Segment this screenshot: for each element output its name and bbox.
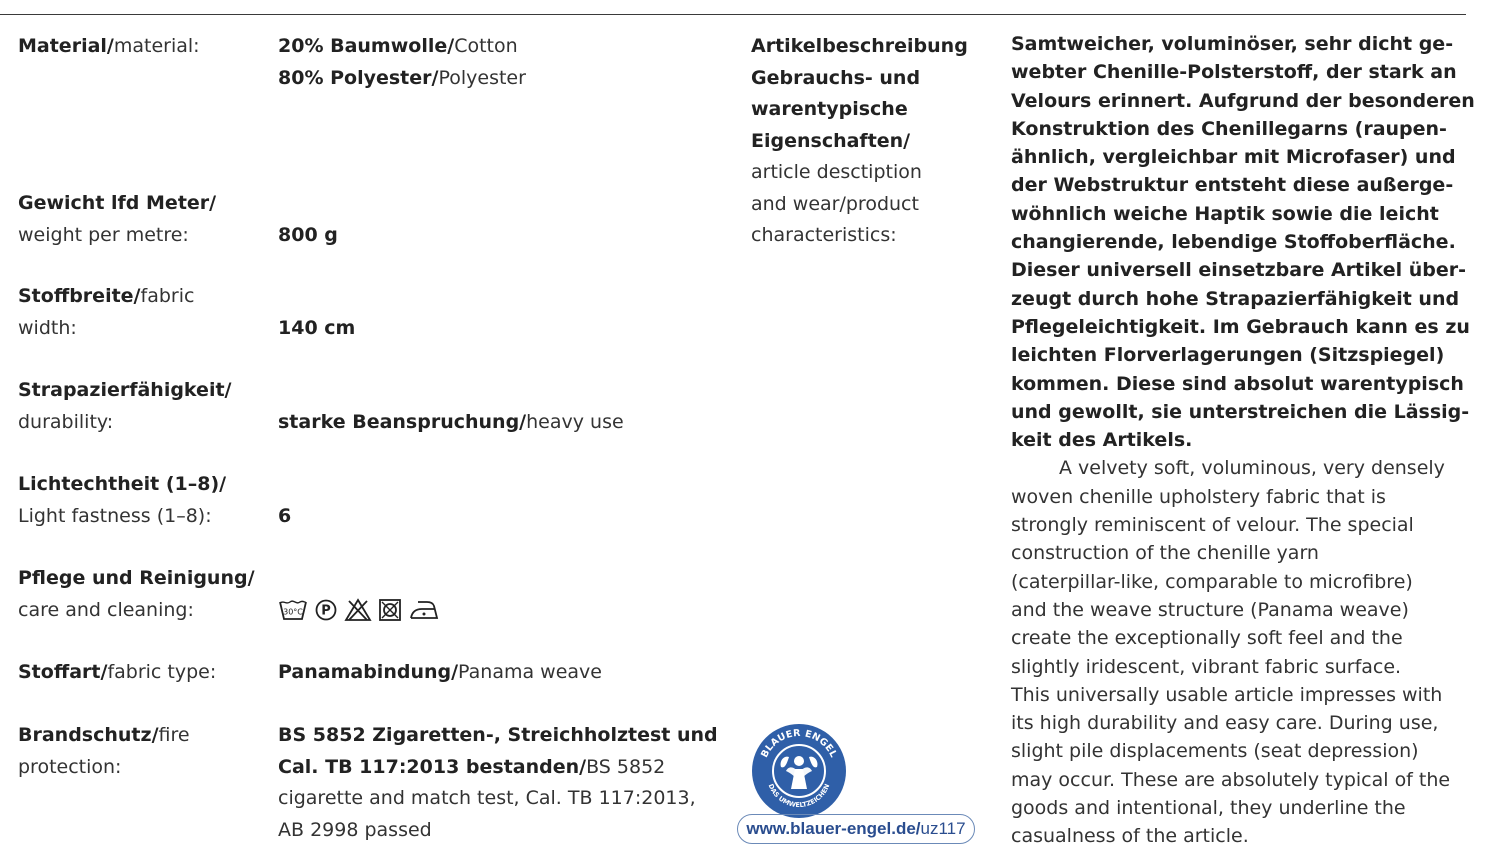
fire-label-de: Brandschutz/ [18,724,159,746]
care-label-en: care and cleaning: [18,598,194,621]
material-label-de: Material/ [18,35,114,57]
desc-de-line: webter Chenille-Polsterstoff, der stark an [1011,61,1457,84]
desc-de-line: ähnlich, vergleichbar mit Microfaser) und [1011,146,1456,169]
weight-value [278,220,738,252]
lightfastness-label [18,469,268,532]
cropped-header-text [300,0,450,2]
material-label [18,31,268,63]
professional-dry-clean-p-icon [314,598,338,622]
article-label-de-4: Eigenschaften/ [751,129,911,152]
seal-top-text: BLAUER ENGEL [759,727,839,760]
weight-label-en: weight per metre: [18,223,189,246]
dryclean-letter: P [321,603,331,618]
durability-value [278,407,738,439]
fire-protection-value [278,720,738,846]
desc-de-line: Samtweicher, voluminöser, sehr dicht ge- [1011,33,1454,55]
width-value [278,313,738,345]
article-label-en-1: article desctiption [751,161,922,183]
weight-label [18,188,268,251]
lightfastness-value [278,501,738,533]
article-label-de-2: Gebrauchs- und [751,66,921,89]
do-not-tumble-dry-icon [378,598,402,622]
desc-de-line: keit des Artikels. [1011,429,1193,452]
desc-de-line: Dieser universell einsetzbare Artikel über- [1011,259,1467,282]
desc-de-line: zeugt durch hohe Strapazierfähigkeit und [1011,287,1460,310]
desc-de-line: wöhnlich weiche Haptik sowie die leicht [1011,202,1439,225]
article-label-de-1: Artikelbeschreibung [751,35,968,57]
fire-protection-label [18,720,268,783]
wash-30c-icon [278,597,308,623]
durability-label-de: Strapazierfähigkeit/ [18,379,232,401]
desc-en-line: This universally usable article impresses with [1011,683,1443,706]
durability-value-de: starke Beanspruchung/ [278,410,527,433]
desc-de-line: changierende, lebendige Stoffoberfläche. [1011,231,1456,254]
desc-en-line: strongly reminiscent of velour. The special [1011,514,1414,537]
iron-low-heat-icon [408,598,440,622]
fabric-type-label-de: Stoffart/ [18,661,108,683]
width-value-text: 140 cm [278,316,356,339]
lightfastness-value-text: 6 [278,504,292,527]
fabric-type-value-de: Panamabindung/ [278,661,459,683]
material-line-2-en: Polyester [438,66,526,89]
material-line-1-de: 20% Baumwolle/ [278,35,455,57]
fire-line-1: BS 5852 Zigaretten-, Streichholztest und [278,724,718,746]
desc-en-line: casualness of the article. [1011,825,1249,848]
desc-de-line: Pflegeleichtigkeit. Im Gebrauch kann es zu [1011,315,1470,338]
width-label-de: Stoffbreite/ [18,285,141,307]
top-rule [0,14,1466,15]
desc-en-line: may occur. These are absolutely typical of the [1011,768,1451,791]
fire-label-en-inline: fire [158,724,190,746]
fabric-type-label-en: fabric type: [107,661,217,683]
desc-en-line: slight pile displacements (seat depression) [1011,740,1419,763]
desc-en-line: woven chenille upholstery fabric that is [1011,485,1386,508]
care-label-de: Pflege und Reinigung/ [18,567,255,589]
lightfastness-label-de: Lichtechtheit (1–8)/ [18,473,227,495]
weight-value-text: 800 g [278,223,338,246]
article-description-text [1011,30,1473,851]
material-line-2-de: 80% Polyester/ [278,66,439,89]
desc-de-line: und gewollt, sie unterstreichen die Lässig- [1011,400,1470,423]
desc-en-line: (caterpillar-like, comparable to microfibre) [1011,570,1413,593]
desc-en-line: A velvety soft, voluminous, very densely [1059,457,1445,480]
desc-en-line: create the exceptionally soft feel and the [1011,627,1403,650]
desc-de-line: Velours erinnert. Aufgrund der besonderen [1011,89,1475,112]
width-label-en-inline: fabric [140,285,195,307]
desc-en-line: and the weave structure (Panama weave) [1011,598,1409,621]
article-label-en-3: characteristics: [751,224,897,246]
fire-line-2-en: BS 5852 [586,755,666,778]
care-label [18,563,268,626]
fire-label-en: protection: [18,755,122,778]
desc-de-line: Konstruktion des Chenillegarns (raupen- [1011,117,1447,140]
article-label-en-2: and wear/product [751,192,919,215]
width-label-en: width: [18,316,77,339]
durability-label [18,375,268,438]
material-value [278,31,738,94]
desc-en-line: its high durability and easy care. During use, [1011,712,1439,735]
description-de [1011,30,1473,454]
seal-bottom-text: DAS UMWELTZEICHEN [766,782,832,810]
durability-label-en: durability: [18,410,114,433]
desc-en-line: slightly iridescent, vibrant fabric surface. [1011,655,1402,678]
durability-value-en: heavy use [526,410,624,433]
wash-temp-text: 30°C [283,607,303,616]
fabric-type-value [278,657,738,689]
fire-line-4: AB 2998 passed [278,818,432,841]
description-en [1011,454,1473,850]
desc-en-line: construction of the chenille yarn [1011,542,1319,565]
do-not-bleach-icon [344,598,372,622]
desc-de-line: der Webstruktur entsteht diese außerge- [1011,174,1454,197]
fire-line-3: cigarette and match test, Cal. TB 117:2013, [278,787,696,809]
care-symbols [278,594,738,625]
fabric-type-label [18,657,268,689]
material-line-1-en: Cotton [454,35,518,57]
fabric-type-value-en: Panama weave [458,661,602,683]
article-label-de-3: warentypische [751,98,908,120]
blauer-engel-url [737,814,975,844]
blauer-engel-seal-icon [751,723,847,819]
url-code: uz117 [920,819,966,838]
url-main: www.blauer-engel.de/ [746,819,921,838]
article-description-label [751,31,1001,252]
lightfastness-label-en: Light fastness (1–8): [18,504,212,527]
desc-en-line: goods and intentional, they underline the [1011,797,1406,820]
material-label-en: material: [113,35,200,57]
width-label [18,281,268,344]
weight-label-de: Gewicht lfd Meter/ [18,192,217,214]
desc-de-line: kommen. Diese sind absolut warentypisch [1011,372,1464,395]
fire-line-2-de: Cal. TB 117:2013 bestanden/ [278,755,587,778]
desc-de-line: leichten Florverlagerungen (Sitzspiegel) [1011,344,1445,367]
